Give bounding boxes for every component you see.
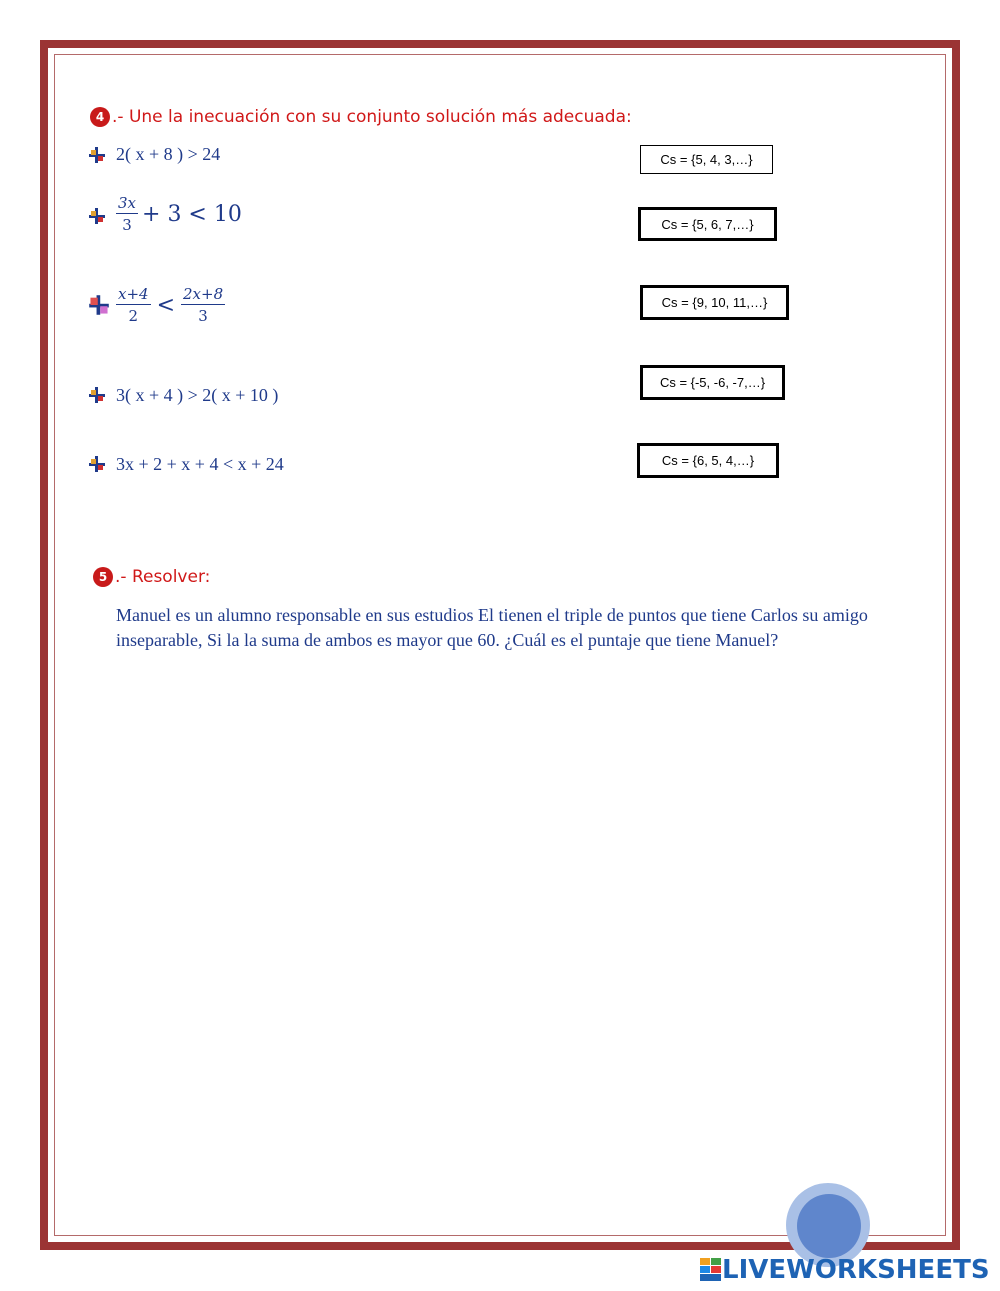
fraction-denominator: 3 [122,216,132,234]
inequality-5 [116,454,284,475]
fraction-right-denominator: 3 [198,307,208,325]
inequality-4 [116,385,278,406]
liveworksheets-logo[interactable] [700,1255,990,1285]
bullet-icon [88,146,106,164]
solution-set-box-1[interactable]: Cs = {5, 4, 3,…} [640,145,773,174]
frame-top-bar [68,40,930,48]
frame-corner-br2 [952,1214,960,1250]
inequality-2 [116,193,242,236]
frame-left-bar [40,68,48,1222]
decorative-circle-inner [797,1194,861,1258]
bullet-icon [88,294,110,316]
fraction-left [116,284,151,327]
section5-title: .- Resolver: [115,567,211,587]
fraction-right-numerator: 2x+8 [183,285,224,303]
section4-title: .- Une la inecuación con su conjunto solución más adecuada: [112,107,632,127]
inequality-2-rest: + 3 < 10 [142,202,242,227]
solution-set-box-5[interactable]: Cs = {6, 5, 4,…} [637,443,779,478]
inequality-4-text: 3( x + 4 ) > 2( x + 10 ) [116,385,279,405]
logo-text: LIVEWORKSHEETS [722,1255,990,1285]
inequality-5-text: 3x + 2 + x + 4 < x + 24 [116,454,284,474]
frame-corner-tr2 [952,40,960,76]
section4-heading [90,107,632,127]
fraction-left-denominator: 2 [128,307,139,325]
fraction [116,193,138,236]
frame-corner-tl2 [40,40,48,76]
fraction-left-numerator: x+4 [118,285,149,303]
section4-number-badge: 4 [90,107,110,127]
inequality-3 [116,284,225,327]
logo-icon [700,1258,722,1282]
inequality-1-text: 2( x + 8 ) > 24 [116,144,221,164]
solution-set-box-3[interactable]: Cs = {9, 10, 11,…} [640,285,789,320]
bullet-icon [88,386,106,404]
problem-statement: Manuel es un alumno responsable en sus estudios El tienen el triple de puntos que tiene Carlos su amigo inseparable, Si la la suma de ambos es mayor que 60. ¿Cuál es el puntaje que tiene Manuel? [116,605,868,650]
bullet-icon [88,207,106,225]
inequality-1 [116,144,220,165]
fraction-numerator: 3x [118,194,137,212]
inequality-3-operator: < [156,293,176,318]
section5-number-badge: 5 [93,567,113,587]
bullet-icon [88,455,106,473]
solution-set-box-2[interactable]: Cs = {5, 6, 7,…} [638,207,777,241]
frame-corner-bl2 [40,1214,48,1250]
frame-right-bar [952,68,960,1222]
solution-set-box-4[interactable]: Cs = {-5, -6, -7,…} [640,365,785,400]
fraction-right [181,284,225,327]
section5-heading [93,567,210,587]
